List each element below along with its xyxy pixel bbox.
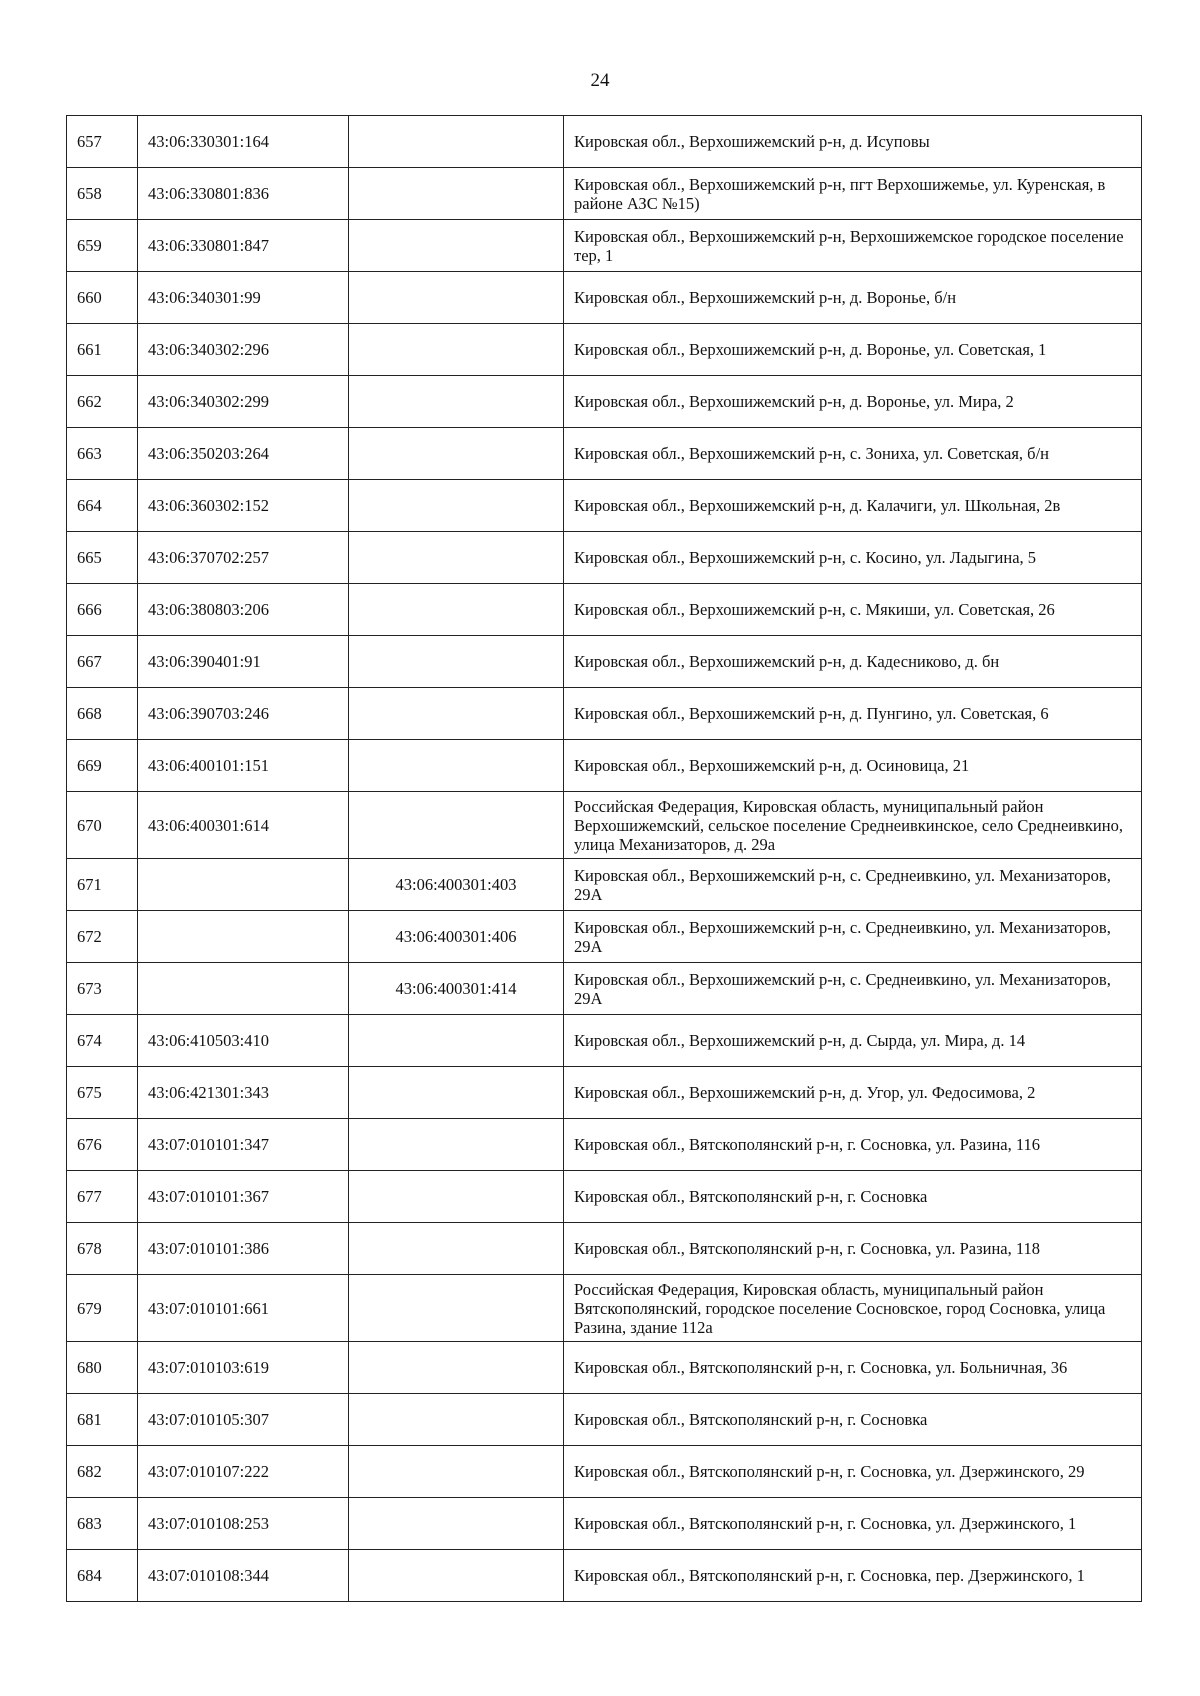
address: Кировская обл., Верхошижемский р-н, д. Пунгино, ул. Советская, 6 bbox=[564, 688, 1142, 740]
table-row bbox=[67, 688, 1142, 740]
cadastral-number: 43:06:330801:836 bbox=[138, 168, 349, 220]
address: Кировская обл., Верхошижемский р-н, с. Среднеивкино, ул. Механизаторов, 29А bbox=[564, 859, 1142, 911]
row-number: 676 bbox=[67, 1119, 138, 1171]
address: Кировская обл., Вятскополянский р-н, г. Сосновка bbox=[564, 1394, 1142, 1446]
table-row bbox=[67, 1550, 1142, 1602]
address: Кировская обл., Верхошижемский р-н, с. Косино, ул. Ладыгина, 5 bbox=[564, 532, 1142, 584]
cadastral-number: 43:07:010101:347 bbox=[138, 1119, 349, 1171]
row-number: 673 bbox=[67, 963, 138, 1015]
sub-cadastral-number bbox=[349, 1342, 564, 1394]
address: Кировская обл., Верхошижемский р-н, с. Зониха, ул. Советская, б/н bbox=[564, 428, 1142, 480]
row-number: 680 bbox=[67, 1342, 138, 1394]
row-number: 675 bbox=[67, 1067, 138, 1119]
sub-cadastral-number bbox=[349, 1171, 564, 1223]
sub-cadastral-number bbox=[349, 324, 564, 376]
sub-cadastral-number bbox=[349, 740, 564, 792]
sub-cadastral-number bbox=[349, 376, 564, 428]
address: Кировская обл., Вятскополянский р-н, г. Сосновка, пер. Дзержинского, 1 bbox=[564, 1550, 1142, 1602]
row-number: 678 bbox=[67, 1223, 138, 1275]
row-number: 660 bbox=[67, 272, 138, 324]
row-number: 661 bbox=[67, 324, 138, 376]
sub-cadastral-number bbox=[349, 688, 564, 740]
address: Кировская обл., Вятскополянский р-н, г. Сосновка, ул. Дзержинского, 29 bbox=[564, 1446, 1142, 1498]
cadastral-number: 43:06:330801:847 bbox=[138, 220, 349, 272]
sub-cadastral-number bbox=[349, 168, 564, 220]
sub-cadastral-number bbox=[349, 1015, 564, 1067]
sub-cadastral-number bbox=[349, 584, 564, 636]
cadastral-number: 43:07:010107:222 bbox=[138, 1446, 349, 1498]
cadastral-number: 43:07:010101:661 bbox=[138, 1275, 349, 1342]
table-row bbox=[67, 376, 1142, 428]
cadastral-number bbox=[138, 963, 349, 1015]
address: Кировская обл., Вятскополянский р-н, г. Сосновка, ул. Больничная, 36 bbox=[564, 1342, 1142, 1394]
cadastral-number: 43:06:380803:206 bbox=[138, 584, 349, 636]
row-number: 659 bbox=[67, 220, 138, 272]
address: Кировская обл., Верхошижемский р-н, д. Исуповы bbox=[564, 116, 1142, 168]
table-row bbox=[67, 220, 1142, 272]
row-number: 670 bbox=[67, 792, 138, 859]
row-number: 669 bbox=[67, 740, 138, 792]
cadastral-number: 43:06:340301:99 bbox=[138, 272, 349, 324]
sub-cadastral-number bbox=[349, 1498, 564, 1550]
table-row bbox=[67, 168, 1142, 220]
cadastral-number: 43:06:370702:257 bbox=[138, 532, 349, 584]
address: Кировская обл., Верхошижемский р-н, д. Калачиги, ул. Школьная, 2в bbox=[564, 480, 1142, 532]
cadastral-number: 43:06:400101:151 bbox=[138, 740, 349, 792]
registry-table-body bbox=[67, 116, 1142, 1602]
cadastral-number: 43:06:410503:410 bbox=[138, 1015, 349, 1067]
table-row bbox=[67, 428, 1142, 480]
table-row bbox=[67, 859, 1142, 911]
table-row bbox=[67, 740, 1142, 792]
sub-cadastral-number bbox=[349, 792, 564, 859]
table-row bbox=[67, 1342, 1142, 1394]
address: Кировская обл., Вятскополянский р-н, г. Сосновка, ул. Разина, 118 bbox=[564, 1223, 1142, 1275]
table-row bbox=[67, 636, 1142, 688]
sub-cadastral-number bbox=[349, 1067, 564, 1119]
address: Кировская обл., Вятскополянский р-н, г. Сосновка bbox=[564, 1171, 1142, 1223]
address: Российская Федерация, Кировская область, муниципальный район Верхошижемский, сельское поселение Среднеивкинское, село Среднеивкино, улица Механизаторов, д. 29а bbox=[564, 792, 1142, 859]
table-row bbox=[67, 1015, 1142, 1067]
row-number: 679 bbox=[67, 1275, 138, 1342]
cadastral-number: 43:06:390401:91 bbox=[138, 636, 349, 688]
address: Кировская обл., Вятскополянский р-н, г. Сосновка, ул. Разина, 116 bbox=[564, 1119, 1142, 1171]
row-number: 672 bbox=[67, 911, 138, 963]
sub-cadastral-number: 43:06:400301:406 bbox=[349, 911, 564, 963]
address: Кировская обл., Верхошижемский р-н, д. Воронье, ул. Советская, 1 bbox=[564, 324, 1142, 376]
cadastral-number: 43:07:010108:253 bbox=[138, 1498, 349, 1550]
table-row bbox=[67, 324, 1142, 376]
address: Кировская обл., Верхошижемский р-н, с. Среднеивкино, ул. Механизаторов, 29А bbox=[564, 911, 1142, 963]
sub-cadastral-number bbox=[349, 116, 564, 168]
address: Кировская обл., Верхошижемский р-н, д. Воронье, б/н bbox=[564, 272, 1142, 324]
page-number: 24 bbox=[590, 70, 610, 91]
address: Кировская обл., Верхошижемский р-н, д. Воронье, ул. Мира, 2 bbox=[564, 376, 1142, 428]
sub-cadastral-number bbox=[349, 220, 564, 272]
property-registry-table bbox=[66, 115, 1142, 1602]
table-row bbox=[67, 1119, 1142, 1171]
row-number: 657 bbox=[67, 116, 138, 168]
sub-cadastral-number bbox=[349, 1446, 564, 1498]
table-row bbox=[67, 963, 1142, 1015]
cadastral-number: 43:07:010103:619 bbox=[138, 1342, 349, 1394]
sub-cadastral-number bbox=[349, 428, 564, 480]
cadastral-number: 43:06:340302:299 bbox=[138, 376, 349, 428]
sub-cadastral-number bbox=[349, 1119, 564, 1171]
cadastral-number bbox=[138, 911, 349, 963]
row-number: 677 bbox=[67, 1171, 138, 1223]
row-number: 684 bbox=[67, 1550, 138, 1602]
sub-cadastral-number bbox=[349, 480, 564, 532]
sub-cadastral-number bbox=[349, 1275, 564, 1342]
cadastral-number: 43:06:390703:246 bbox=[138, 688, 349, 740]
cadastral-number: 43:07:010105:307 bbox=[138, 1394, 349, 1446]
sub-cadastral-number bbox=[349, 636, 564, 688]
address: Кировская обл., Верхошижемский р-н, д. Осиновица, 21 bbox=[564, 740, 1142, 792]
cadastral-number bbox=[138, 859, 349, 911]
table-row bbox=[67, 1394, 1142, 1446]
sub-cadastral-number bbox=[349, 1223, 564, 1275]
table-row bbox=[67, 116, 1142, 168]
cadastral-number: 43:07:010101:367 bbox=[138, 1171, 349, 1223]
address: Кировская обл., Верхошижемский р-н, д. Сырда, ул. Мира, д. 14 bbox=[564, 1015, 1142, 1067]
address: Кировская обл., Вятскополянский р-н, г. Сосновка, ул. Дзержинского, 1 bbox=[564, 1498, 1142, 1550]
address: Кировская обл., Верхошижемский р-н, пгт Верхошижемье, ул. Куренская, в районе АЗС №15) bbox=[564, 168, 1142, 220]
table-row bbox=[67, 1446, 1142, 1498]
address: Кировская обл., Верхошижемский р-н, с. Мякиши, ул. Советская, 26 bbox=[564, 584, 1142, 636]
table-row bbox=[67, 911, 1142, 963]
sub-cadastral-number: 43:06:400301:403 bbox=[349, 859, 564, 911]
cadastral-number: 43:06:340302:296 bbox=[138, 324, 349, 376]
table-row bbox=[67, 1223, 1142, 1275]
cadastral-number: 43:06:360302:152 bbox=[138, 480, 349, 532]
sub-cadastral-number bbox=[349, 272, 564, 324]
cadastral-number: 43:07:010101:386 bbox=[138, 1223, 349, 1275]
row-number: 658 bbox=[67, 168, 138, 220]
cadastral-number: 43:06:400301:614 bbox=[138, 792, 349, 859]
row-number: 683 bbox=[67, 1498, 138, 1550]
row-number: 671 bbox=[67, 859, 138, 911]
table-row bbox=[67, 1498, 1142, 1550]
row-number: 674 bbox=[67, 1015, 138, 1067]
cadastral-number: 43:06:350203:264 bbox=[138, 428, 349, 480]
row-number: 681 bbox=[67, 1394, 138, 1446]
table-row bbox=[67, 792, 1142, 859]
table-row bbox=[67, 480, 1142, 532]
address: Кировская обл., Верхошижемский р-н, д. Угор, ул. Федосимова, 2 bbox=[564, 1067, 1142, 1119]
sub-cadastral-number bbox=[349, 1550, 564, 1602]
table-row bbox=[67, 532, 1142, 584]
sub-cadastral-number bbox=[349, 532, 564, 584]
cadastral-number: 43:06:330301:164 bbox=[138, 116, 349, 168]
row-number: 664 bbox=[67, 480, 138, 532]
table-row bbox=[67, 1171, 1142, 1223]
address: Кировская обл., Верхошижемский р-н, с. Среднеивкино, ул. Механизаторов, 29А bbox=[564, 963, 1142, 1015]
row-number: 666 bbox=[67, 584, 138, 636]
row-number: 667 bbox=[67, 636, 138, 688]
row-number: 668 bbox=[67, 688, 138, 740]
row-number: 663 bbox=[67, 428, 138, 480]
row-number: 682 bbox=[67, 1446, 138, 1498]
row-number: 662 bbox=[67, 376, 138, 428]
cadastral-number: 43:06:421301:343 bbox=[138, 1067, 349, 1119]
address: Российская Федерация, Кировская область, муниципальный район Вятскополянский, городское поселение Сосновское, город Сосновка, улица Разина, здание 112а bbox=[564, 1275, 1142, 1342]
address: Кировская обл., Верхошижемский р-н, Верхошижемское городское поселение тер, 1 bbox=[564, 220, 1142, 272]
table-row bbox=[67, 272, 1142, 324]
address: Кировская обл., Верхошижемский р-н, д. Кадесниково, д. бн bbox=[564, 636, 1142, 688]
table-row bbox=[67, 584, 1142, 636]
cadastral-number: 43:07:010108:344 bbox=[138, 1550, 349, 1602]
row-number: 665 bbox=[67, 532, 138, 584]
table-row bbox=[67, 1067, 1142, 1119]
sub-cadastral-number: 43:06:400301:414 bbox=[349, 963, 564, 1015]
table-row bbox=[67, 1275, 1142, 1342]
sub-cadastral-number bbox=[349, 1394, 564, 1446]
